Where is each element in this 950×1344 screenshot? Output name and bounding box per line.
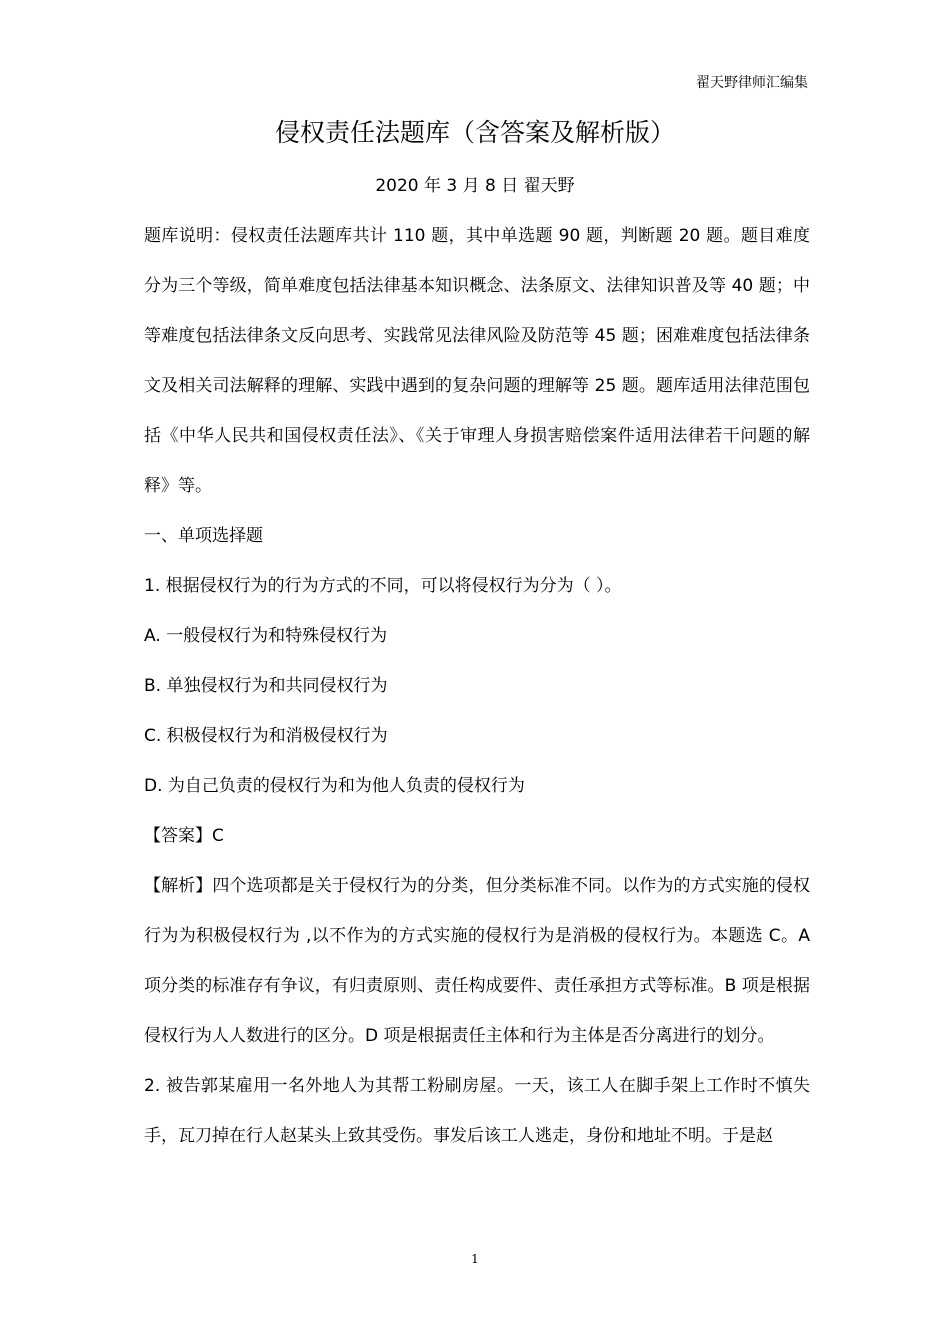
question-stem: 2. 被告郭某雇用一名外地人为其帮工粉刷房屋。一天，该工人在脚手架上工作时不慎失手，瓦刀掉在行人赵某头上致其受伤。事发后该工人逃走，身份和地址不明。于是赵 bbox=[144, 1076, 810, 1146]
question-option-b: B. 单独侵权行为和共同侵权行为 bbox=[144, 676, 388, 696]
header-compiler-note: 翟天野律师汇编集 bbox=[696, 75, 808, 91]
page-number: 1 bbox=[471, 1252, 479, 1266]
document-body bbox=[144, 211, 810, 1161]
question-option-c: C. 积极侵权行为和消极侵权行为 bbox=[144, 726, 388, 746]
question-stem: 1. 根据侵权行为的行为方式的不同，可以将侵权行为分为（ ）。 bbox=[144, 576, 622, 596]
question-option-d: D. 为自己负责的侵权行为和为他人负责的侵权行为 bbox=[144, 776, 525, 796]
section-heading: 一、单项选择题 bbox=[144, 526, 263, 546]
analysis-paragraph: 【解析】四个选项都是关于侵权行为的分类，但分类标准不同。以作为的方式实施的侵权行为为积极侵权行为 ,以不作为的方式实施的侵权行为是消极的侵权行为。本题选 C。A 项分类的标准存有争议，有归责原则、责任构成要件、责任承担方式等标准。B 项是根据侵权行为人人数进行的区分。D 项是根据责任主体和行为主体是否分离进行的划分。 bbox=[144, 876, 810, 1046]
document-title: 侵权责任法题库（含答案及解析版） bbox=[274, 118, 675, 147]
intro-paragraph: 题库说明：侵权责任法题库共计 110 题，其中单选题 90 题，判断题 20 题。题目难度分为三个等级，简单难度包括法律基本知识概念、法条原文、法律知识普及等 40 题；中等难度包括法律条文反向思考、实践常见法律风险及防范等 45 题；困难难度包括法律条文及相关司法解释的理解、实践中遇到的复杂问题的理解等 25 题。题库适用法律范围包括《中华人民共和国侵权责任法》、《关于审理人身损害赔偿案件适用法律若干问题的解释》等。 bbox=[144, 226, 810, 496]
question-option-a: A. 一般侵权行为和特殊侵权行为 bbox=[144, 626, 388, 646]
document-date-author: 2020 年 3 月 8 日 翟天野 bbox=[375, 176, 575, 196]
answer-line: 【答案】C bbox=[144, 826, 224, 846]
